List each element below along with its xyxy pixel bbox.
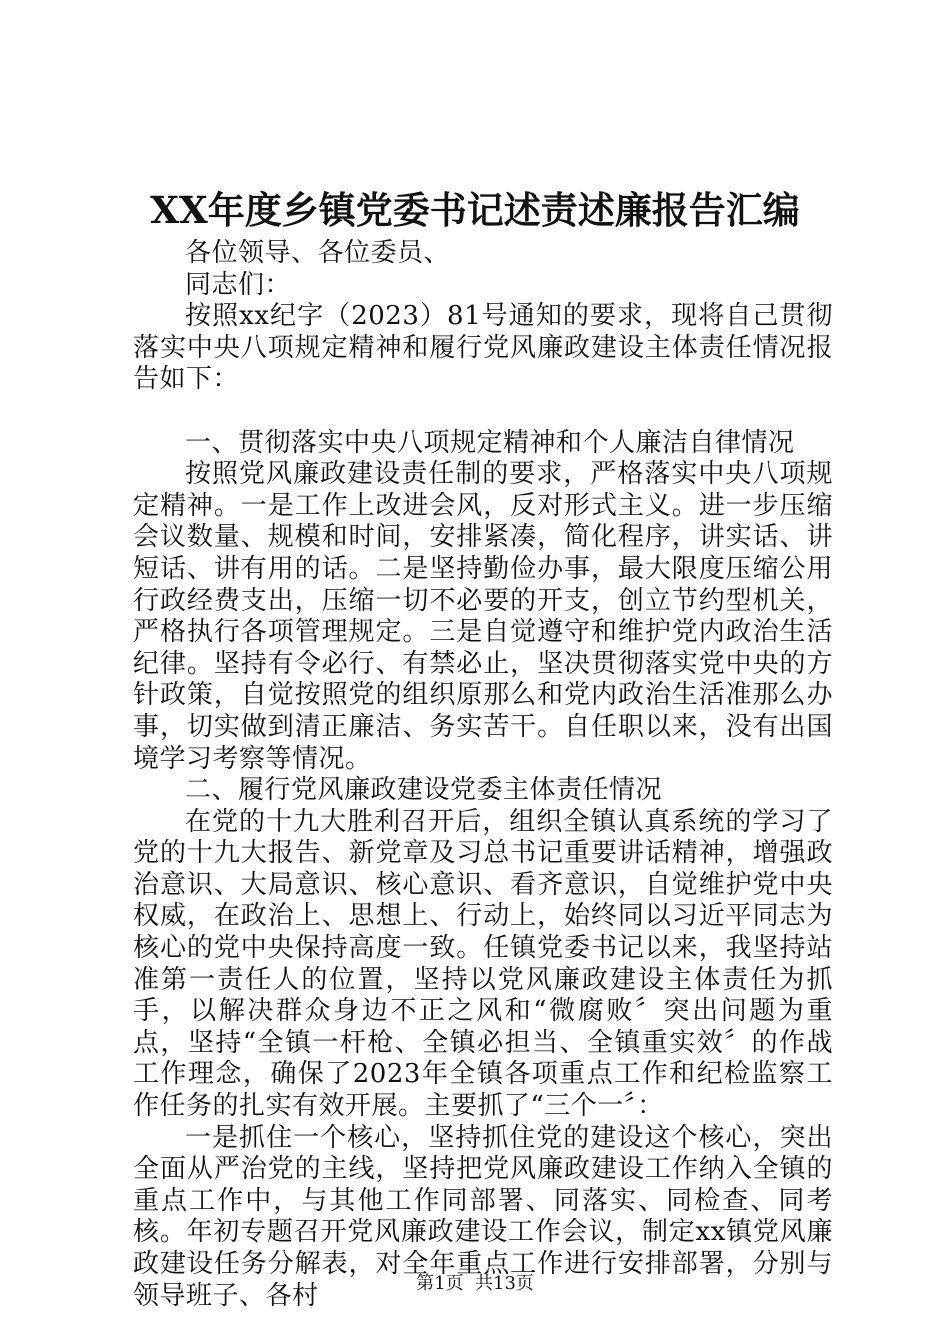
page-footer [0, 1272, 950, 1296]
intro-paragraph: 按照xx纪字（2023）81号通知的要求，现将自己贯彻落实中央八项规定精神和履行党风廉政建设主体责任情况报告如下： [133, 301, 833, 395]
section-heading-1: 一、贯彻落实中央八项规定精神和个人廉洁自律情况 [185, 427, 795, 458]
document-body [133, 238, 833, 1312]
section-1-paragraph: 按照党风廉政建设责任制的要求，严格落实中央八项规定精神。一是工作上改进会风，反对形式主义。进一步压缩会议数量、规模和时间，安排紧凑，简化程序，讲实话、讲短话、讲有用的话。二是坚持勤俭办事，最大限度压缩公用行政经费支出，压缩一切不必要的开支，创立节约型机关，严格执行各项管理规定。三是自觉遵守和维护党内政治生活纪律。坚持有令必行、有禁必止，坚决贯彻落实党中央的方针政策，自觉按照党的组织原那么和党内政治生活准那么办事，切实做到清正廉洁、务实苦干。自任职以来，没有出国境学习考察等情况。 [133, 459, 833, 774]
page-number: 第1页 [416, 1273, 464, 1294]
section-heading-2: 二、履行党风廉政建设党委主体责任情况 [185, 775, 663, 806]
salutation-line-1: 各位领导、各位委员、 [185, 238, 451, 268]
page-total: 共13页 [475, 1273, 534, 1294]
salutation-line-2: 同志们： [185, 269, 292, 300]
section-2-paragraph-1: 在党的十九大胜利召开后，组织全镇认真系统的学习了党的十九大报告、新党章及习总书记重要讲话精神，增强政治意识、大局意识、核心意识、看齐意识，自觉维护党中央权威，在政治上、思想上、行动上，始终同以习近平同志为核心的党中央保持高度一致。任镇党委书记以来，我坚持站准第一责任人的位置，坚持以党风廉政建设主体责任为抓手，以解决群众身边不正之风和“微腐败〞突出问题为重点，坚持“全镇一杆枪、全镇必担当、全镇重实效〞的作战工作理念，确保了2023年全镇各项重点工作和纪检监察工作任务的扎实有效开展。主要抓了“三个一〞： [133, 806, 833, 1122]
section-2-paragraph-2: 一是抓住一个核心，坚持抓住党的建设这个核心，突出全面从严治党的主线，坚持把党风廉政建设工作纳入全镇的重点工作中，与其他工作同部署、同落实、同检查、同考核。年初专题召开党风廉政建设工作会议，制定xx镇党风廉政建设任务分解表，对全年重点工作进行安排部署，分别与领导班子、各村 [133, 1122, 833, 1311]
document-title: XX年度乡镇党委书记述责述廉报告汇编 [150, 188, 800, 232]
